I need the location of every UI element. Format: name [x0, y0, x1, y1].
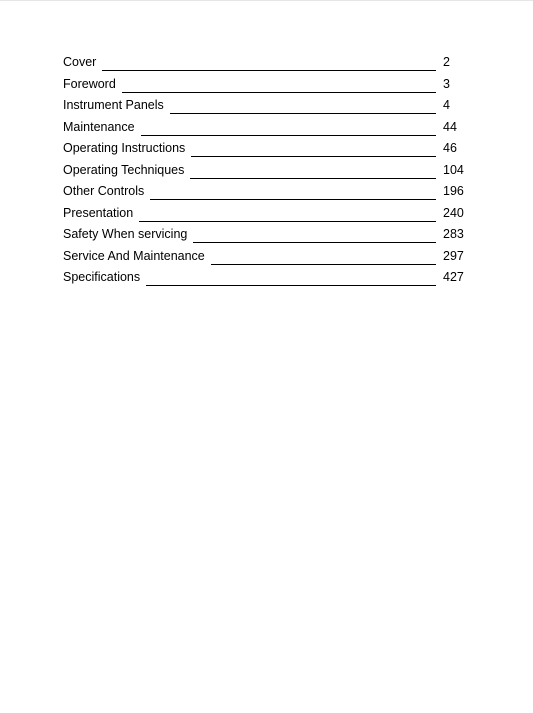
toc-leader-line	[193, 226, 436, 243]
toc-entry-title: Cover	[63, 55, 97, 69]
toc-leader-line	[191, 140, 436, 157]
toc-entry-page: 4	[443, 98, 450, 112]
toc-entry-title: Maintenance	[63, 119, 135, 134]
toc-entry-page: 196	[443, 184, 464, 198]
toc-entry-title: Foreword	[63, 76, 116, 91]
toc-leader-line	[139, 205, 436, 222]
toc-entry-safety-when-servicing[interactable]	[63, 226, 473, 248]
table-of-contents	[63, 54, 473, 291]
toc-entry-page: 104	[443, 162, 464, 177]
toc-entry-page: 3	[443, 76, 450, 91]
toc-leader-line	[146, 269, 436, 286]
toc-entry-page: 44	[443, 119, 457, 134]
toc-leader-line	[190, 162, 436, 179]
toc-entry-other-controls[interactable]	[63, 183, 473, 205]
toc-entry-maintenance[interactable]	[63, 119, 473, 141]
toc-entry-operating-instructions[interactable]	[63, 140, 473, 162]
toc-entry-cover[interactable]	[63, 54, 473, 76]
toc-entry-page: 297	[443, 248, 464, 263]
toc-leader-line	[170, 97, 436, 114]
toc-leader-line	[211, 248, 436, 265]
toc-entry-title: Safety When servicing	[63, 227, 188, 241]
toc-entry-title: Other Controls	[63, 184, 145, 198]
toc-entry-specifications[interactable]	[63, 269, 473, 291]
toc-entry-operating-techniques[interactable]	[63, 162, 473, 184]
toc-entry-page: 283	[443, 227, 464, 241]
toc-entry-presentation[interactable]	[63, 205, 473, 227]
toc-entry-title: Operating Instructions	[63, 141, 186, 155]
toc-entry-page: 46	[443, 141, 457, 155]
toc-entry-instrument-panels[interactable]	[63, 97, 473, 119]
toc-entry-title: Presentation	[63, 205, 134, 220]
toc-leader-line	[102, 54, 436, 71]
toc-entry-title: Instrument Panels	[63, 98, 164, 112]
toc-entry-foreword[interactable]	[63, 76, 473, 98]
toc-leader-line	[141, 119, 436, 136]
toc-entry-page: 240	[443, 205, 464, 220]
toc-entry-title: Specifications	[63, 270, 141, 284]
toc-leader-line	[122, 76, 436, 93]
toc-leader-line	[150, 183, 436, 200]
toc-entry-page: 427	[443, 270, 464, 284]
toc-entry-title: Operating Techniques	[63, 162, 185, 177]
toc-entry-title: Service And Maintenance	[63, 248, 205, 263]
toc-entry-service-and-maintenance[interactable]	[63, 248, 473, 270]
toc-entry-page: 2	[443, 55, 450, 69]
